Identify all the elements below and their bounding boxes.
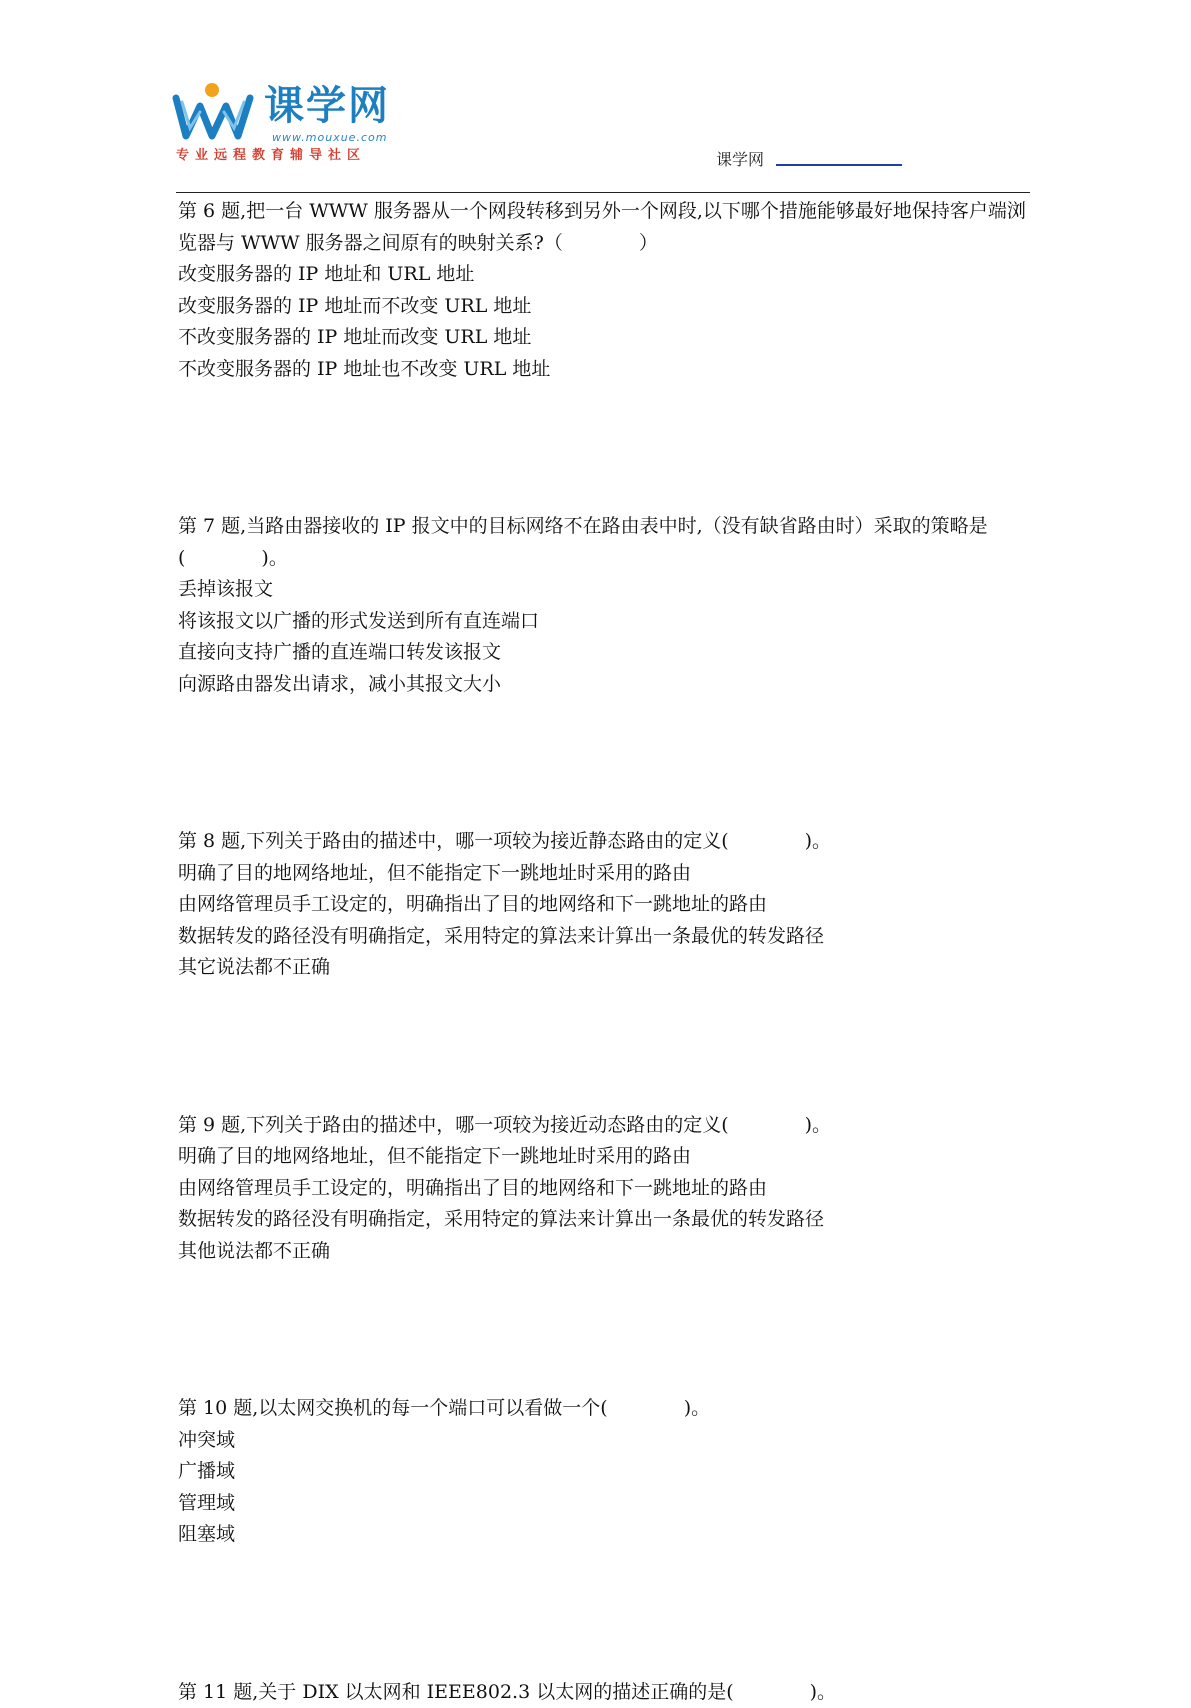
question-spacer: [178, 984, 1038, 1110]
question-spacer: [178, 1267, 1038, 1393]
answer-option: 改变服务器的 IP 地址而不改变 URL 地址: [178, 291, 1038, 323]
question-text: 第 10 题,以太网交换机的每一个端口可以看做一个( )。: [178, 1393, 1038, 1425]
answer-option: 其他说法都不正确: [178, 1236, 1038, 1268]
question-text: 第 7 题,当路由器接收的 IP 报文中的目标网络不在路由表中时,（没有缺省路由时）采取的策略是( )。: [178, 511, 1038, 574]
logo-title: 课学网: [264, 82, 390, 130]
answer-option: 由网络管理员手工设定的，明确指出了目的地网络和下一跳地址的路由: [178, 889, 1038, 921]
answer-option: 管理域: [178, 1488, 1038, 1520]
question-block: [178, 1393, 1038, 1551]
question-block: [178, 1677, 1038, 1708]
answer-option: 将该报文以广播的形式发送到所有直连端口: [178, 606, 1038, 638]
logo-url: www.mouxue.com: [272, 131, 387, 144]
logo-m-icon: [172, 82, 268, 146]
answer-option: 直接向支持广播的直连端口转发该报文: [178, 637, 1038, 669]
question-text: 第 8 题,下列关于路由的描述中，哪一项较为接近静态路由的定义( )。: [178, 826, 1038, 858]
question-spacer: [178, 385, 1038, 511]
answer-option: 其它说法都不正确: [178, 952, 1038, 984]
answer-option: 冲突域: [178, 1425, 1038, 1457]
answer-option: 改变服务器的 IP 地址和 URL 地址: [178, 259, 1038, 291]
answer-option: 丢掉该报文: [178, 574, 1038, 606]
answer-option: 向源路由器发出请求，减小其报文大小: [178, 669, 1038, 701]
page-header: [0, 0, 1191, 200]
answer-option: 阻塞域: [178, 1519, 1038, 1551]
answer-option: 广播域: [178, 1456, 1038, 1488]
answer-option: 明确了目的地网络地址，但不能指定下一跳地址时采用的路由: [178, 1141, 1038, 1173]
answer-option: 不改变服务器的 IP 地址而改变 URL 地址: [178, 322, 1038, 354]
question-block: [178, 196, 1038, 385]
answer-option: 数据转发的路径没有明确指定，采用特定的算法来计算出一条最优的转发路径: [178, 921, 1038, 953]
answer-option: 由网络管理员手工设定的，明确指出了目的地网络和下一跳地址的路由: [178, 1173, 1038, 1205]
answer-option: 数据转发的路径没有明确指定，采用特定的算法来计算出一条最优的转发路径: [178, 1204, 1038, 1236]
answer-option: 明确了目的地网络地址，但不能指定下一跳地址时采用的路由: [178, 858, 1038, 890]
question-text: 第 6 题,把一台 WWW 服务器从一个网段转移到另外一个网段,以下哪个措施能够最好地保持客户端浏览器与 WWW 服务器之间原有的映射关系?（ ）: [178, 196, 1038, 259]
header-rule: [176, 192, 1030, 193]
site-logo: [172, 82, 412, 168]
question-list: [178, 196, 1038, 1708]
question-spacer: [178, 700, 1038, 826]
logo-slogan: 专业远程教育辅导社区: [176, 144, 366, 163]
question-text: 第 9 题,下列关于路由的描述中，哪一项较为接近动态路由的定义( )。: [178, 1110, 1038, 1142]
site-underline: [776, 164, 902, 166]
question-block: [178, 1110, 1038, 1268]
question-text: 第 11 题,关于 DIX 以太网和 IEEE802.3 以太网的描述正确的是( )。: [178, 1677, 1038, 1708]
site-label: 课学网: [716, 147, 764, 170]
answer-option: 不改变服务器的 IP 地址也不改变 URL 地址: [178, 354, 1038, 386]
question-block: [178, 826, 1038, 984]
question-block: [178, 511, 1038, 700]
question-spacer: [178, 1551, 1038, 1677]
